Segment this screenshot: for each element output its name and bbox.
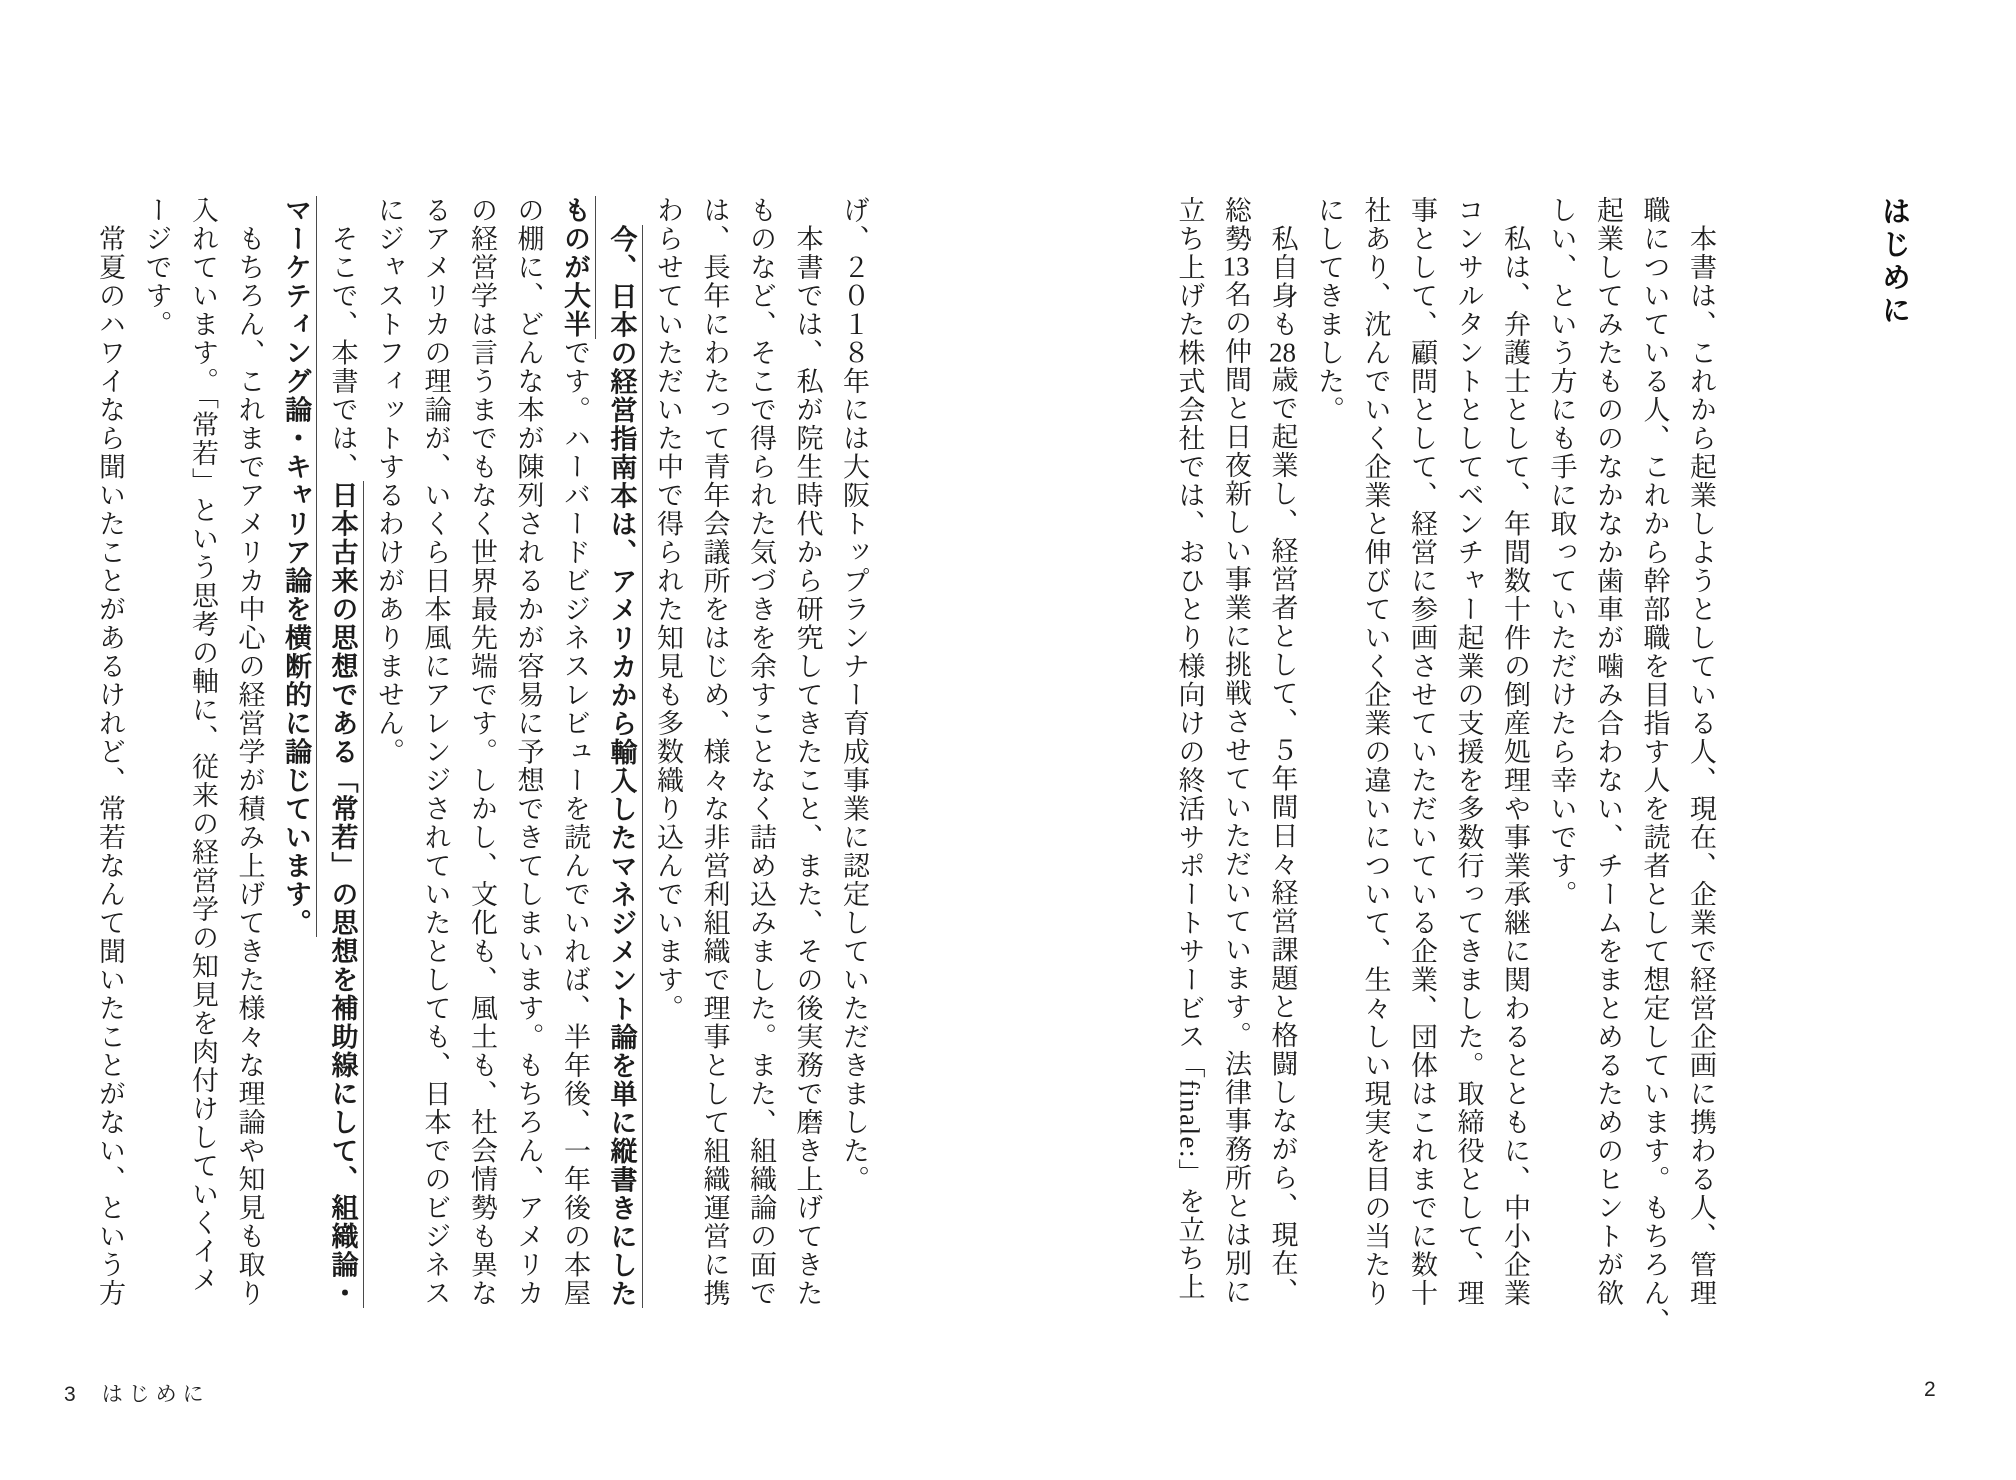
text-run: 起業してみたもののなかなか歯車が噛み合わない、チームをまとめるためのヒントが欲 (1593, 196, 1623, 1308)
text-column (738, 196, 785, 1348)
emphasized-text: 日本古来の思想である「常若」の思想を補助線にして、組織論・ (328, 481, 364, 1308)
text-run: にしてきました。 (1314, 196, 1344, 424)
text-column (1399, 196, 1446, 1348)
tatechuyoko-number: 13 (1222, 253, 1250, 280)
text-column (784, 196, 831, 1348)
text-run: です。ハーバードビジネスレビューを読んでいれば、半年後、一年後の本屋 (560, 338, 590, 1308)
text-column (412, 196, 459, 1348)
text-column (598, 196, 645, 1348)
text-run: コンサルタントとしてベンチャー起業の支援を多数行ってきました。取締役として、理 (1453, 196, 1484, 1308)
text-column (1585, 196, 1632, 1348)
left-page-footer (64, 1378, 210, 1408)
text-column (1213, 196, 1260, 1348)
text-run: 総勢 (1221, 196, 1251, 253)
text-column (226, 196, 273, 1348)
text-run: ージです。 (141, 196, 172, 339)
text-column (87, 196, 134, 1348)
text-run: そこで、本書では、 (327, 196, 358, 481)
text-run: 事として、顧問として、経営に参画させていただいている企業、団体はこれまでに数十 (1407, 196, 1437, 1308)
text-column (1306, 196, 1353, 1348)
text-run: わらせていただいた中で得られた知見も多数織り込んでいます。 (653, 196, 683, 1023)
text-run: は、長年にわたって青年会議所をはじめ、様々な非営利組織で理事として組織運営に携 (699, 196, 730, 1308)
text-column (319, 196, 366, 1348)
text-run: るアメリカの理論が、いくら日本風にアレンジされていたとしても、日本でのビジネス (420, 196, 451, 1308)
text-run: 立ち上げた株式会社では、おひとり様向けの終活サポートサービス「finale:」を立ち上 (1174, 196, 1205, 1302)
text-column (505, 196, 552, 1348)
text-run: 入れています。「常若」という思考の軸に、従来の経営学の知見を肉付けしていくイメ (188, 196, 218, 1294)
left-page-number: 3 (64, 1383, 76, 1406)
text-run: げ、２０１８年には大阪トップランナー育成事業に認定していただきました。 (839, 196, 869, 1194)
text-column (1352, 196, 1399, 1348)
text-run: 私自身も (1267, 196, 1298, 339)
text-run: 名の仲間と日夜新しい事業に挑戦させていただいています。法律事務所とは別に (1221, 280, 1251, 1306)
text-run: 本書は、これから起業しようとしている人、現在、企業で経営企画に携わる人、管理 (1686, 196, 1716, 1308)
text-column (1166, 196, 1213, 1348)
text-column (831, 196, 878, 1348)
right-page-footer (1924, 1378, 1936, 1402)
text-run: しい、という方にも手に取っていただけたら幸いです。 (1546, 196, 1577, 909)
emphasized-text: マーケティング論・キャリア論を横断的に論じています。 (281, 196, 317, 937)
tatechuyoko-number: 28 (1269, 338, 1296, 366)
text-column (133, 196, 180, 1348)
text-column (366, 196, 413, 1348)
running-section-title: はじめに (101, 1383, 210, 1406)
text-column (1538, 196, 1585, 1348)
text-run: にジャストフィットするわけがありません。 (374, 196, 404, 766)
text-run: 本書では、私が院生時代から研究してきたこと、また、その後実務で磨き上げてきた (792, 196, 823, 1308)
right-page-number: 2 (1924, 1378, 1936, 1401)
right-page-text (1166, 196, 1724, 1348)
text-column (273, 196, 320, 1348)
text-column (552, 196, 599, 1348)
text-column (1678, 196, 1725, 1348)
text-column (1492, 196, 1539, 1348)
text-run: の経営学は言うまでもなく世界最先端です。しかし、文化も、風土も、社会情勢も異な (467, 196, 497, 1308)
emphasized-text: ものが大半 (560, 196, 596, 339)
text-column (1259, 196, 1306, 1348)
emphasized-text: 今、日本の経営指南本は、アメリカから輸入したマネジメント論を単に縦書きにした (607, 225, 643, 1308)
text-column (691, 196, 738, 1348)
text-run (607, 196, 637, 225)
text-run: 常夏のハワイなら聞いたことがあるけれど、常若なんて聞いたことがない、という方 (95, 196, 125, 1308)
text-column (1445, 196, 1492, 1348)
chapter-heading: はじめに (1878, 196, 1910, 328)
text-run: 職についている人、これから幹部職を目指す人を読者として想定しています。もちろん、 (1639, 196, 1670, 1336)
text-run: もちろん、これまでアメリカ中心の経営学が積み上げてきた様々な理論や知見も取り (234, 196, 265, 1308)
text-column (1631, 196, 1678, 1348)
text-run: ものなど、そこで得られた気づきを余すことなく詰め込みました。また、組織論の面で (746, 196, 776, 1308)
text-column (459, 196, 506, 1348)
text-run: 私は、弁護士として、年間数十件の倒産処理や事業承継に関わるとともに、中小企業 (1500, 196, 1530, 1308)
text-column (645, 196, 692, 1348)
text-run: 歳で起業し、経営者として、５年間日々経営課題と格闘しながら、現在、 (1267, 365, 1298, 1306)
text-run: 社あり、沈んでいく企業と伸びていく企業の違いについて、生々しい現実を目の当たり (1360, 196, 1391, 1308)
left-page-text (86, 196, 877, 1348)
text-run: の棚に、どんな本が陳列されるかが容易に予想できてしまいます。もちろん、アメリカ (513, 196, 544, 1308)
text-column (180, 196, 227, 1348)
